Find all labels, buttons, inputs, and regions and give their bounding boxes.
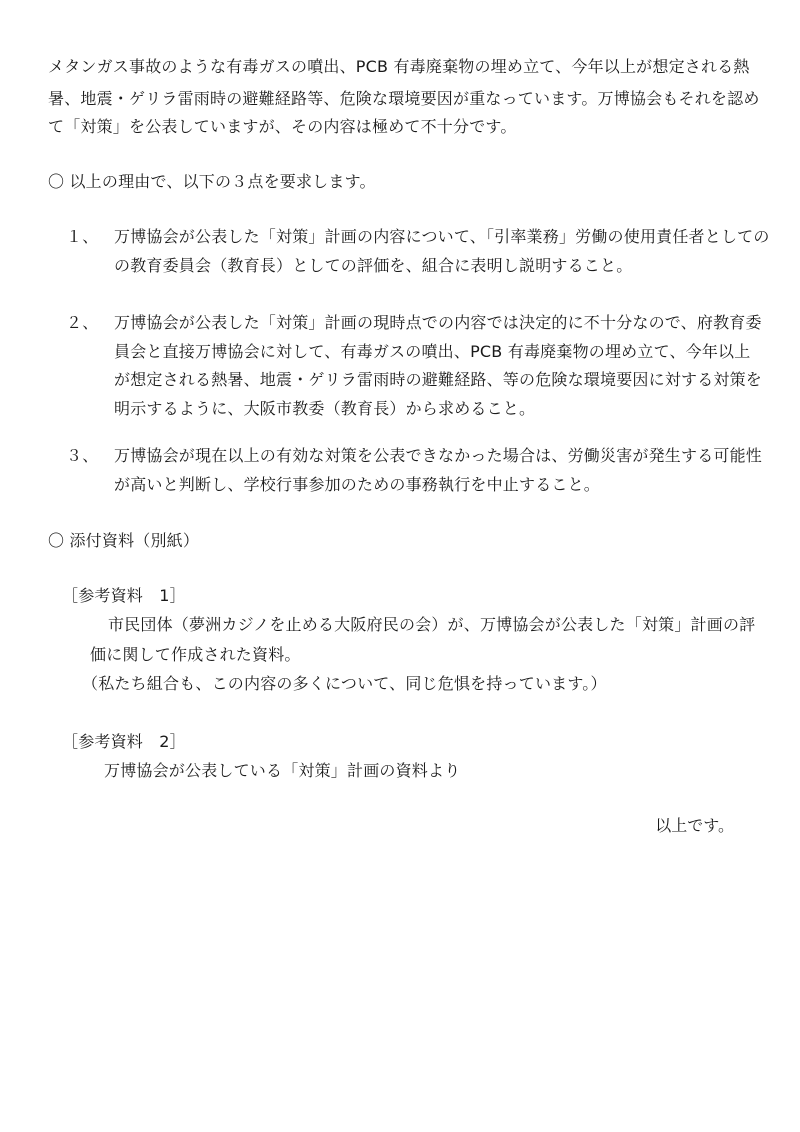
intro-line-3: て「対策」を公表していますが、その内容は極めて不十分です。	[48, 117, 517, 136]
attachments-heading: 〇 添付資料（別紙）	[48, 531, 200, 550]
reference-1-line-1: 市民団体（夢洲カジノを止める大阪府民の会）が、万博協会が公表した「対策」計画の評	[108, 615, 756, 634]
demand-2-line-1: 万博協会が公表した「対策」計画の現時点での内容では決定的に不十分なので、府教育委	[114, 313, 762, 332]
demand-2-line-4: 明示するように、大阪市教委（教育長）から求めること。	[114, 399, 536, 418]
intro-line-1: メタンガス事故のような有毒ガスの噴出、PCB 有毒廃棄物の埋め立て、今年以上が想定される熱	[48, 57, 750, 76]
reference-1-line-2: 価に関して作成された資料。	[90, 645, 301, 664]
intro-line-2: 暑、地震・ゲリラ雷雨時の避難経路等、危険な環境要因が重なっています。万博協会もそれを認め	[48, 89, 760, 108]
reference-1-line-3: （私たち組合も、この内容の多くについて、同じ危惧を持っています。）	[82, 674, 607, 693]
demand-1-line-1: 万博協会が公表した「対策」計画の内容について、「引率業務」労働の使用責任者としての	[114, 227, 770, 246]
demand-3-line-2: が高いと判断し、学校行事参加のための事務執行を中止すること。	[114, 475, 601, 494]
demand-2-number: ２、	[66, 313, 99, 332]
demand-2-line-2: 員会と直接万博協会に対して、有毒ガスの噴出、PCB 有毒廃棄物の埋め立て、今年以上	[114, 342, 751, 361]
demand-1-number: １、	[66, 227, 99, 246]
demand-1-line-2: の教育委員会（教育長）としての評価を、組合に表明し説明すること。	[114, 256, 633, 275]
demand-3-line-1: 万博協会が現在以上の有効な対策を公表できなかった場合は、労働災害が発生する可能性	[114, 446, 763, 465]
reference-2-line-1: 万博協会が公表している「対策」計画の資料より	[104, 761, 461, 780]
demand-3-number: ３、	[66, 446, 99, 465]
demand-2-line-3: が想定される熱暑、地震・ゲリラ雷雨時の避難経路、等の危険な環境要因に対する対策を	[114, 370, 763, 389]
reference-1-label: ［参考資料 1］	[62, 586, 186, 605]
closing-text: 以上です。	[655, 816, 734, 835]
reference-2-label: ［参考資料 2］	[62, 732, 186, 751]
demands-heading: 〇 以上の理由で、以下の３点を要求します。	[48, 172, 376, 191]
